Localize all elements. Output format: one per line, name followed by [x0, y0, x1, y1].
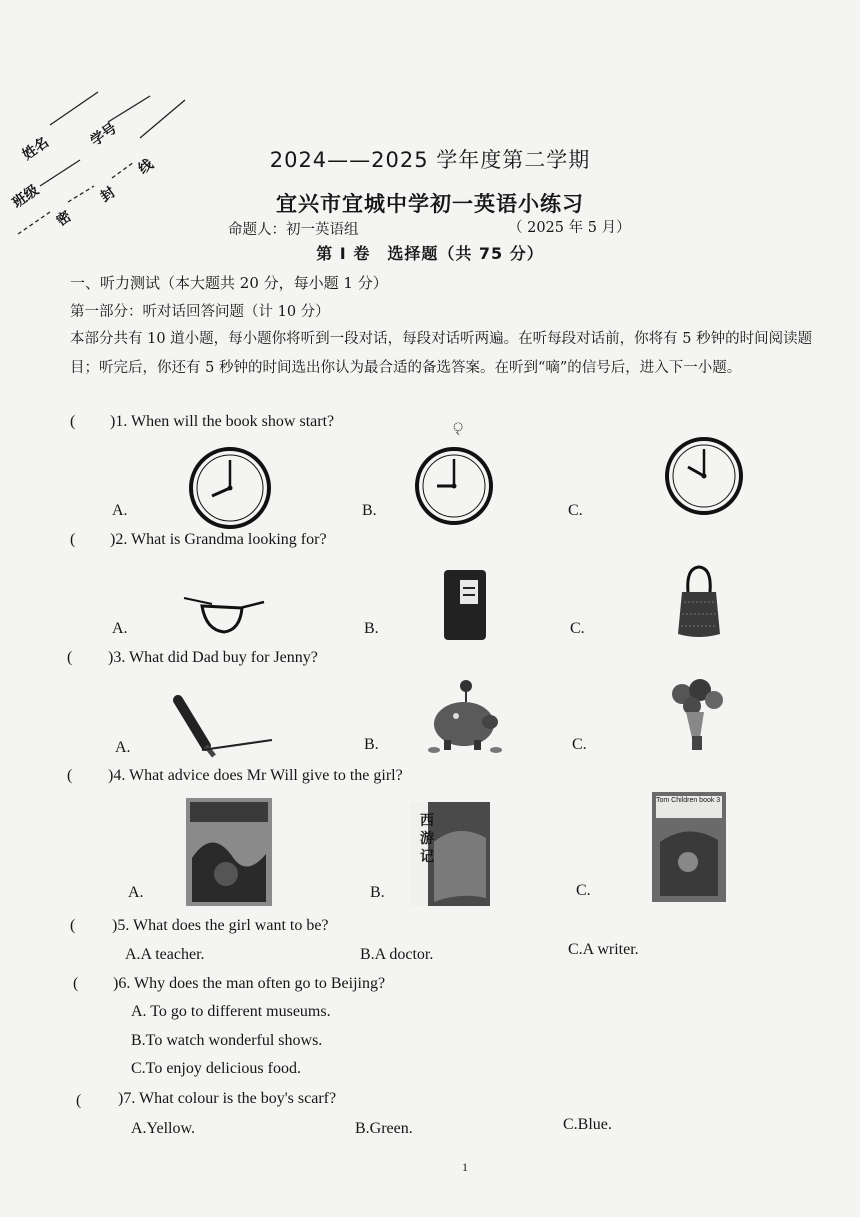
question-2: )2. What is Grandma looking for? [110, 531, 327, 548]
clock-b-icon [414, 446, 494, 526]
book-c-title: Tom Children book 3 [656, 797, 721, 804]
book-c-cover-icon [652, 792, 726, 902]
question-7: )7. What colour is the boy's scarf? [118, 1090, 337, 1107]
q6-option-a: A. To go to different museums. [131, 1003, 331, 1020]
seal-mi: 密 [53, 208, 75, 230]
q1-option-b: B. [362, 502, 377, 519]
q1-option-a: A. [112, 502, 128, 519]
year-title: 2024——2025 学年度第二学期 [269, 148, 591, 172]
handbag-icon [676, 564, 722, 640]
answer-paren: ( [70, 413, 76, 430]
q1-option-c: C. [568, 502, 583, 519]
q7-option-a: A.Yellow. [131, 1120, 196, 1137]
q3-option-a: A. [115, 739, 131, 756]
number-label: 学号 [87, 120, 120, 150]
answer-paren: ( [67, 767, 73, 784]
instructions: 本部分共有 10 道小题，每小题你将听到一段对话，每段对话听两遍。在听每段对话前，你将有 5 秒钟的时间阅读题目；听完后，你还有 5 秒钟的时间选出你认为最合适的备选答案。在听到“嘀”的信号后，进入下一小题。 [70, 331, 813, 376]
question-5: )5. What does the girl want to be? [112, 917, 329, 934]
question-6: )6. Why does the man often go to Beijing? [113, 975, 386, 992]
question-3: )3. What did Dad buy for Jenny? [108, 649, 318, 666]
answer-paren: ( [76, 1092, 82, 1109]
q5-option-a: A.A teacher. [125, 946, 205, 963]
q2-option-a: A. [112, 620, 128, 637]
question-4: )4. What advice does Mr Will give to the girl? [108, 767, 403, 784]
class-label: 班级 [9, 182, 42, 212]
seal-feng: 封 [97, 184, 119, 206]
part-title: 第一部分：听对话回答问题（计 10 分） [70, 304, 330, 320]
q5-option-b: B.A doctor. [360, 946, 434, 963]
seal-xian: 线 [135, 156, 157, 178]
answer-paren: ( [70, 531, 76, 548]
exam-date: （ 2025 年 5 月） [508, 220, 631, 236]
q7-option-b: B.Green. [355, 1120, 413, 1137]
q4-option-a: A. [128, 884, 144, 901]
answer-paren: ( [70, 917, 76, 934]
book-b-title: 西游记 [420, 813, 434, 865]
section-title: 一、听力测试（本大题共 20 分，每小题 1 分） [70, 274, 388, 292]
answer-paren: ( [67, 649, 73, 666]
name-label: 姓名 [19, 134, 52, 164]
q4-option-c: C. [576, 882, 591, 899]
phone-icon [442, 568, 488, 642]
book-a-cover-icon [186, 798, 272, 906]
page-number: 1 [462, 1160, 468, 1174]
clock-c-icon [664, 436, 744, 516]
q2-option-c: C. [570, 620, 585, 637]
answer-paren: ( [73, 975, 79, 992]
q5-option-c: C.A writer. [568, 941, 639, 958]
author: 命题人：初一英语组 [228, 222, 359, 238]
q3-option-b: B. [364, 736, 379, 753]
q7-option-c: C.Blue. [563, 1116, 612, 1133]
glasses-icon [182, 592, 268, 638]
q4-option-b: B. [370, 884, 385, 901]
q6-option-c: C.To enjoy delicious food. [131, 1060, 301, 1077]
pen-mark-icon: ৃ [452, 419, 465, 434]
exam-title: 宜兴市宜城中学初一英语小练习 [276, 192, 584, 216]
clock-a-icon [188, 446, 272, 530]
q6-option-b: B.To watch wonderful shows. [131, 1032, 323, 1049]
pen-icon [166, 690, 276, 762]
question-1: )1. When will the book show start? [110, 413, 335, 430]
volume-title: 第 I 卷 选择题（共 75 分） [316, 244, 544, 263]
flowers-icon [664, 676, 728, 752]
q3-option-c: C. [572, 736, 587, 753]
piggy-bank-icon [426, 676, 506, 756]
q2-option-b: B. [364, 620, 379, 637]
